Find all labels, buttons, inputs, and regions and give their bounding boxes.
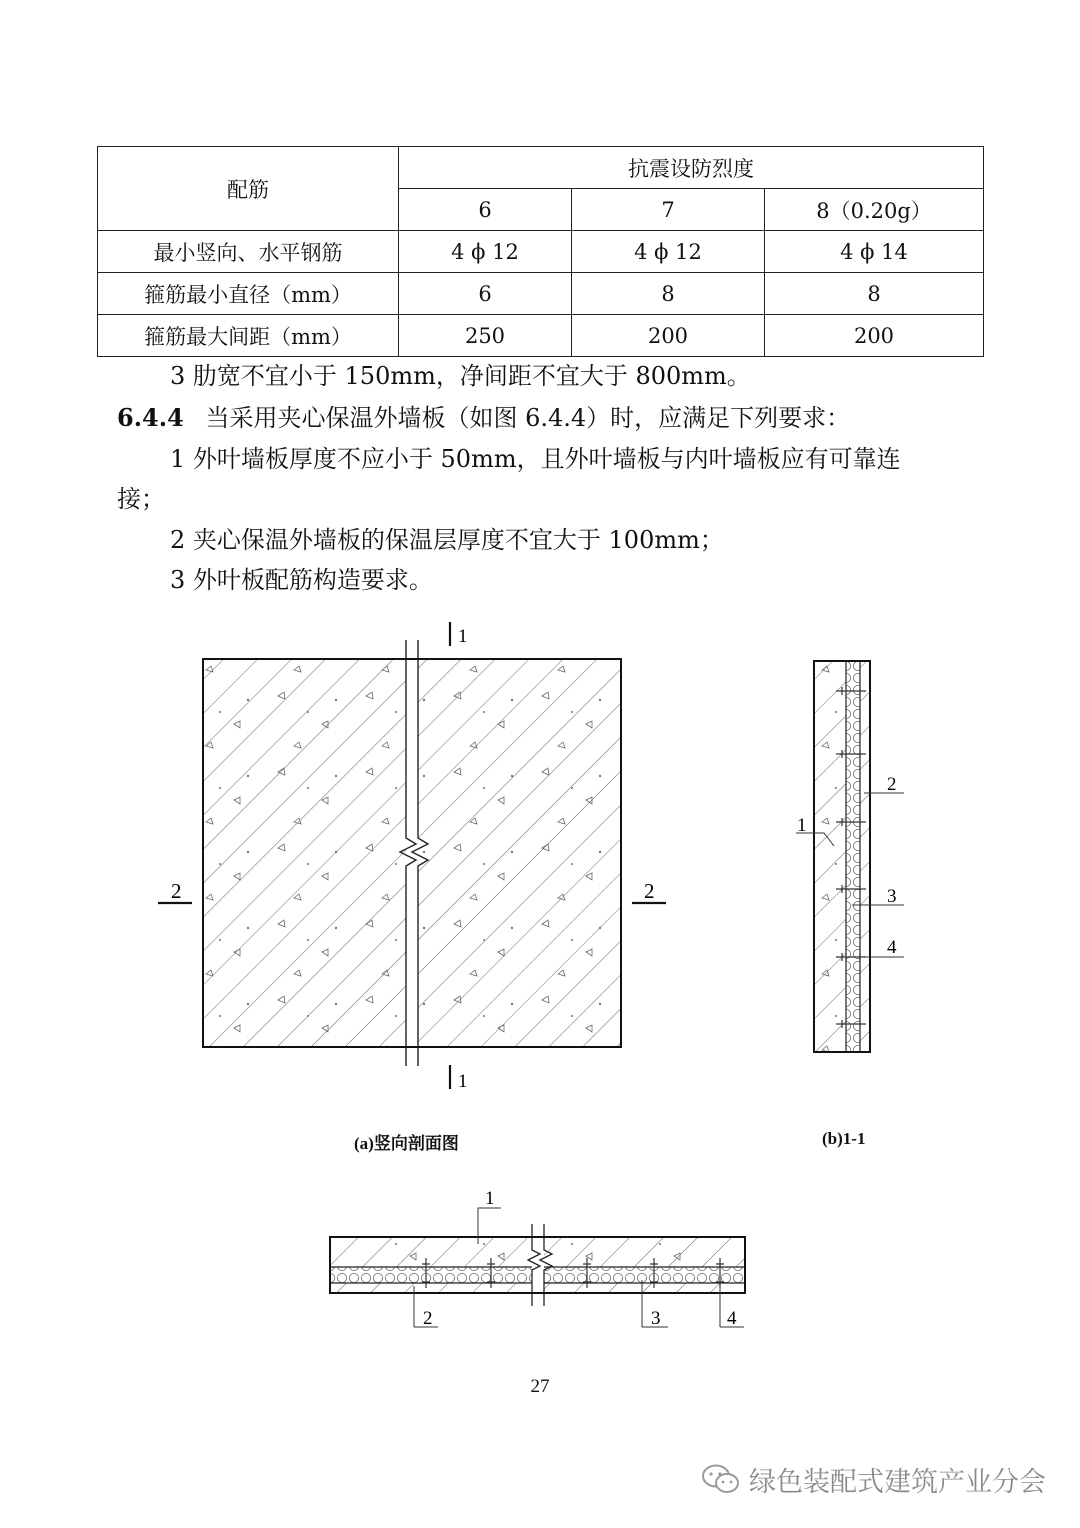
table-cell: 4 ϕ 12 bbox=[572, 231, 765, 273]
callout-4-section: 4 bbox=[887, 937, 897, 958]
table-header-reinforcement: 配筋 bbox=[98, 147, 399, 231]
clause-text: 当采用夹心保温外墙板（如图 6.4.4）时，应满足下列要求： bbox=[205, 404, 851, 432]
callout-1-section: 1 bbox=[797, 815, 807, 836]
table-cell: 200 bbox=[572, 315, 765, 357]
row-label: 箍筋最大间距（mm） bbox=[98, 315, 399, 357]
item-3: 3 外叶板配筋构造要求。 bbox=[170, 566, 433, 594]
callout-2-section: 2 bbox=[887, 774, 897, 795]
table-cell: 8 bbox=[765, 273, 984, 315]
item-1-line-1: 1 外叶墙板厚度不应小于 50mm，且外叶墙板与内叶墙板应有可靠连 bbox=[170, 445, 901, 473]
table-cell: 6 bbox=[399, 273, 572, 315]
section-mark-2-right: 2 bbox=[644, 879, 655, 903]
table-cell: 250 bbox=[399, 315, 572, 357]
section-mark-1-top: 1 bbox=[458, 626, 468, 647]
section-mark-2-left: 2 bbox=[171, 879, 182, 903]
table-cell: 4 ϕ 12 bbox=[399, 231, 572, 273]
row-label: 最小竖向、水平钢筋 bbox=[98, 231, 399, 273]
vertical-section-drawing bbox=[158, 622, 666, 1089]
table-cell: 4 ϕ 14 bbox=[765, 231, 984, 273]
table-cell: 200 bbox=[765, 315, 984, 357]
table-header-seismic-intensity: 抗震设防烈度 bbox=[399, 147, 984, 189]
table-header-level: 6 bbox=[399, 189, 572, 231]
page-number: 27 bbox=[530, 1376, 550, 1397]
table-header-level: 8（0.20g） bbox=[765, 189, 984, 231]
item-2: 2 夹心保温外墙板的保温层厚度不宜大于 100mm； bbox=[170, 526, 724, 554]
watermark-text: 绿色装配式建筑产业分会 bbox=[749, 1467, 1046, 1498]
table-cell: 8 bbox=[572, 273, 765, 315]
section-mark-1-bottom: 1 bbox=[458, 1071, 468, 1092]
callout-3-section: 3 bbox=[887, 886, 897, 907]
item-1-line-2: 接； bbox=[117, 485, 165, 513]
horizontal-section-drawing bbox=[330, 1208, 745, 1327]
callout-3-horizontal: 3 bbox=[651, 1308, 661, 1329]
row-label: 箍筋最小直径（mm） bbox=[98, 273, 399, 315]
clause-number: 6.4.4 bbox=[117, 403, 184, 432]
item-3-rib-width: 3 肋宽不宜小于 150mm，净间距不宜大于 800mm。 bbox=[170, 362, 751, 390]
section-1-1-drawing bbox=[796, 661, 904, 1052]
wechat-icon bbox=[701, 1463, 741, 1497]
table-header-level: 7 bbox=[572, 189, 765, 231]
callout-2-horizontal: 2 bbox=[423, 1308, 433, 1329]
callout-4-horizontal: 4 bbox=[727, 1308, 737, 1329]
caption-section-1-1: (b)1-1 bbox=[822, 1129, 866, 1148]
callout-1-horizontal: 1 bbox=[485, 1188, 495, 1209]
caption-vertical-section: (a)竖向剖面图 bbox=[354, 1134, 459, 1153]
watermark bbox=[701, 1460, 1046, 1499]
